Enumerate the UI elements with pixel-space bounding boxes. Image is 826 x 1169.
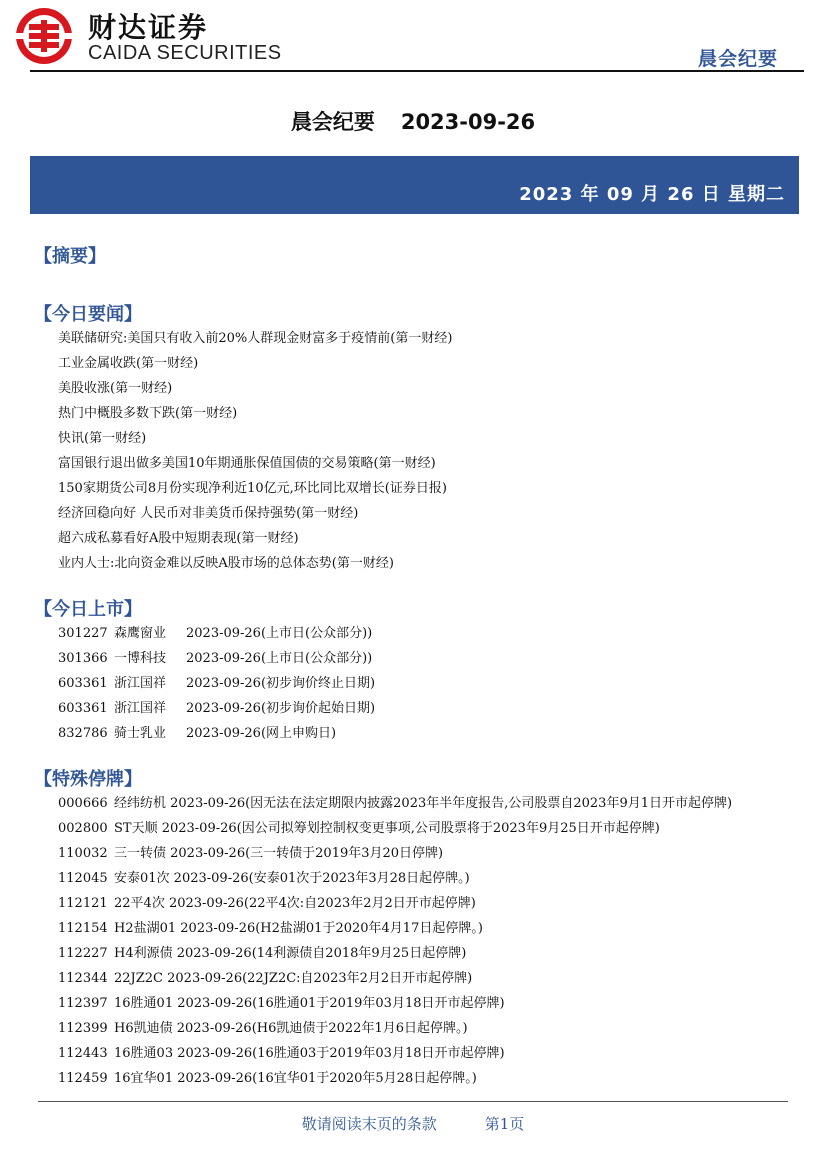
news-item[interactable]: 业内人士:北向资金难以反映A股市场的总体态势(第一财经) — [58, 556, 394, 571]
suspension-text: 22JZ2C 2023-09-26(22JZ2C:自2023年2月2日开市起停牌) — [114, 971, 473, 986]
date-banner-text: 2023 年 09 月 26 日 星期二 — [519, 184, 785, 205]
suspension-text: 16胜通01 2023-09-26(16胜通01于2019年03月18日开市起停牌) — [114, 996, 505, 1011]
suspension-list — [58, 791, 732, 1091]
page-number: 第1页 — [484, 1115, 525, 1133]
brand-name-en: CAIDA SECURITIES — [88, 42, 282, 64]
news-item[interactable]: 美联储研究:美国只有收入前20%人群现金财富多于疫情前(第一财经) — [58, 331, 453, 346]
date-banner — [30, 156, 799, 214]
title-name: 晨会纪要 — [290, 110, 375, 134]
suspension-row — [58, 1066, 732, 1091]
listing-name: 浙江国祥 — [114, 676, 167, 691]
title-date: 2023-09-26 — [400, 110, 536, 134]
listing-info: 2023-09-26(初步询价终止日期) — [186, 676, 376, 691]
suspension-text: 16宜华01 2023-09-26(16宜华01于2020年5月28日起停牌。) — [114, 1071, 477, 1086]
suspension-text: H2盐湖01 2023-09-26(H2盐湖01于2020年4月17日起停牌。) — [114, 921, 483, 936]
news-item[interactable]: 经济回稳向好 人民币对非美货币保持强势(第一财经) — [58, 506, 359, 521]
listing-code: 301366 — [58, 651, 108, 666]
footer-divider — [38, 1101, 788, 1102]
header-divider — [30, 70, 804, 72]
suspension-row — [58, 991, 732, 1016]
news-item[interactable]: 富国银行退出做多美国10年期通胀保值国债的交易策略(第一财经) — [58, 456, 436, 471]
suspension-row — [58, 966, 732, 991]
suspension-text: H4利源债 2023-09-26(14利源债自2018年9月25日起停牌) — [114, 946, 467, 961]
news-item[interactable]: 超六成私募看好A股中短期表现(第一财经) — [58, 531, 299, 546]
header-doc-type: 晨会纪要 — [697, 48, 778, 70]
suspension-code: 112227 — [58, 946, 108, 961]
suspension-text: 22平4次 2023-09-26(22平4次:自2023年2月2日开市起停牌) — [114, 896, 476, 911]
suspension-code: 002800 — [58, 821, 108, 836]
suspension-code: 110032 — [58, 846, 108, 861]
listing-name: 骑士乳业 — [114, 726, 167, 741]
suspension-code: 000666 — [58, 796, 108, 811]
suspension-text: 16胜通03 2023-09-26(16胜通03于2019年03月18日开市起停牌) — [114, 1046, 505, 1061]
listing-name: 森鹰窗业 — [114, 626, 167, 641]
section-summary-heading: 【摘要】 — [34, 246, 106, 267]
page-footer — [0, 1113, 826, 1134]
section-suspension-heading: 【特殊停牌】 — [34, 769, 142, 790]
company-logo-icon — [12, 6, 76, 66]
listing-info: 2023-09-26(网上申购日) — [186, 726, 337, 741]
listing-code: 301227 — [58, 626, 108, 641]
suspension-code: 112344 — [58, 971, 108, 986]
news-item[interactable]: 热门中概股多数下跌(第一财经) — [58, 406, 238, 421]
listing-list — [58, 621, 375, 746]
footer-notice[interactable]: 敬请阅读末页的条款 — [301, 1115, 437, 1133]
suspension-row — [58, 816, 732, 841]
listing-info: 2023-09-26(初步询价起始日期) — [186, 701, 376, 716]
suspension-code: 112397 — [58, 996, 108, 1011]
suspension-code: 112154 — [58, 921, 108, 936]
news-list — [58, 326, 452, 576]
suspension-text: 经纬纺机 2023-09-26(因无法在法定期限内披露2023年半年度报告,公司股票自2023年9月1日开市起停牌) — [114, 796, 733, 811]
page-title — [0, 106, 826, 136]
listing-row — [58, 646, 375, 671]
suspension-text: 三一转债 2023-09-26(三一转债于2019年3月20日停牌) — [114, 846, 444, 861]
suspension-text: ST天顺 2023-09-26(因公司拟筹划控制权变更事项,公司股票将于2023年9月25日开市起停牌) — [114, 821, 660, 836]
listing-name: 一博科技 — [114, 651, 167, 666]
suspension-row — [58, 1041, 732, 1066]
brand-name-cn: 财达证券 — [88, 11, 209, 44]
suspension-row — [58, 866, 732, 891]
listing-row — [58, 696, 375, 721]
suspension-text: H6凯迪债 2023-09-26(H6凯迪债于2022年1月6日起停牌。) — [114, 1021, 468, 1036]
news-item[interactable]: 美股收涨(第一财经) — [58, 381, 173, 396]
listing-row — [58, 671, 375, 696]
section-news-heading: 【今日要闻】 — [34, 304, 142, 325]
section-listing-heading: 【今日上市】 — [34, 599, 142, 620]
listing-info: 2023-09-26(上市日(公众部分)) — [186, 651, 373, 666]
listing-row — [58, 621, 375, 646]
listing-name: 浙江国祥 — [114, 701, 167, 716]
news-item[interactable]: 快讯(第一财经) — [58, 431, 147, 446]
listing-code: 603361 — [58, 701, 108, 716]
suspension-code: 112443 — [58, 1046, 108, 1061]
listing-code: 832786 — [58, 726, 108, 741]
suspension-code: 112121 — [58, 896, 108, 911]
listing-info: 2023-09-26(上市日(公众部分)) — [186, 626, 373, 641]
suspension-row — [58, 841, 732, 866]
suspension-row — [58, 791, 732, 816]
news-item[interactable]: 150家期货公司8月份实现净利近10亿元,环比同比双增长(证券日报) — [58, 481, 447, 496]
suspension-code: 112459 — [58, 1071, 108, 1086]
listing-row — [58, 721, 375, 746]
suspension-row — [58, 1016, 732, 1041]
suspension-code: 112045 — [58, 871, 108, 886]
suspension-code: 112399 — [58, 1021, 108, 1036]
listing-code: 603361 — [58, 676, 108, 691]
suspension-row — [58, 941, 732, 966]
news-item[interactable]: 工业金属收跌(第一财经) — [58, 356, 199, 371]
suspension-row — [58, 891, 732, 916]
suspension-text: 安泰01次 2023-09-26(安泰01次于2023年3月28日起停牌。) — [114, 871, 470, 886]
suspension-row — [58, 916, 732, 941]
